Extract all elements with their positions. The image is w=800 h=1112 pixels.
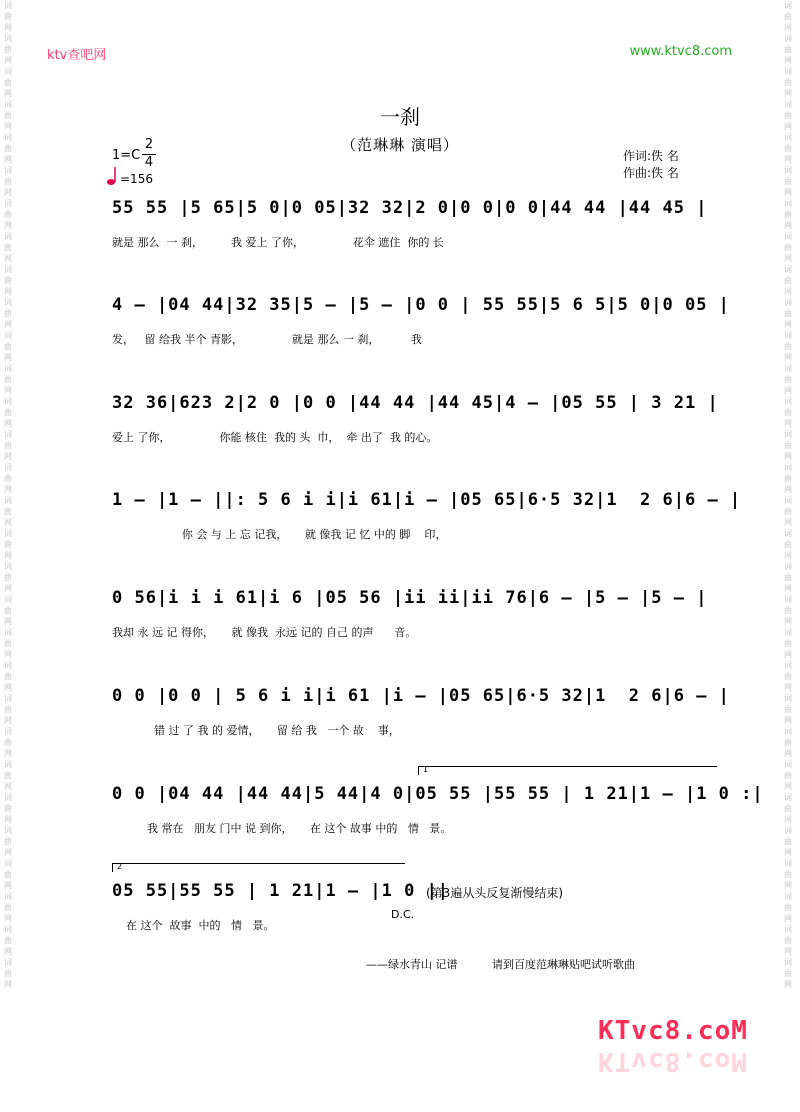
score-system-4	[112, 490, 742, 550]
transcriber-credit: ——绿水青山 记谱	[366, 958, 458, 971]
score-system-5	[112, 588, 718, 648]
lyrics-line: 你 会 与 上 忘 记我， 就 像我 记 忆 中的 脚 印，	[112, 528, 447, 541]
lyrics-line: 我却 永 远 记 得你， 就 像我 永远 记的 自己 的声 音。	[112, 626, 417, 639]
score-system-8	[112, 862, 718, 941]
time-denominator: 4	[144, 155, 154, 170]
score-system-1	[112, 198, 718, 258]
site-logo-reflection: KTvc8.coM	[598, 1046, 748, 1076]
notation-line: 0 0 |04 44 |44 44|5 44|4 0|05 55 |55 55 | 1 21|1 — |1 0 :|	[112, 784, 764, 804]
volta-bracket-1: 1	[418, 766, 717, 775]
score-system-7	[112, 765, 764, 844]
score-system-2	[112, 295, 730, 355]
time-numerator: 2	[144, 137, 154, 152]
site-name[interactable]: ktv查吧网	[47, 48, 107, 63]
lyrics-line: 错 过 了 我 的 爱情， 留 给 我 一个 故 事，	[112, 724, 400, 737]
watermark-left: 词曲网词曲网词曲网词曲网词曲网词曲网词曲网词曲网词曲网词曲网词曲网词曲网词曲网词曲网词曲网词曲网词曲网词曲网词曲网词曲网词曲网词曲网词曲网词曲网词曲网词曲网词曲网词曲网词曲网词曲网	[4, 1, 12, 989]
listen-request: 请到百度范琳琳贴吧试听歌曲	[492, 958, 635, 971]
lyrics-line: 发， 留 给我 半个 青影， 就是 那么 一 刹， 我	[112, 333, 422, 346]
site-logo: KTvc8.coM	[598, 1016, 748, 1046]
key-signature: 1=C	[112, 148, 141, 163]
lyricist-credit: 作词:佚 名	[623, 149, 679, 163]
lyrics-line: 我 常在 朋友 门中 说 到你， 在 这个 故事 中的 情 景。	[112, 822, 452, 835]
notation-line: 0 0 |0 0 | 5 6 i i|i 61 |i — |05 65|6·5 32|1 2 6|6 — |	[112, 686, 730, 706]
watermark-right: 词曲网词曲网词曲网词曲网词曲网词曲网词曲网词曲网词曲网词曲网词曲网词曲网词曲网词曲网词曲网词曲网词曲网词曲网词曲网词曲网词曲网词曲网词曲网词曲网词曲网词曲网词曲网词曲网词曲网词曲网	[784, 1, 792, 989]
notation-line: 55 55 |5 65|5 0|0 05|32 32|2 0|0 0|0 0|44 44 |44 45 |	[112, 198, 708, 218]
tempo-marking: =156	[120, 172, 153, 186]
score-system-3	[112, 393, 718, 453]
song-performer: （范琳琳 演唱）	[341, 136, 459, 154]
composer-credit: 作曲:佚 名	[623, 166, 679, 180]
quarter-note-icon	[106, 166, 120, 186]
lyrics-line: 就是 那么 一 刹， 我 爱上 了你， 花伞 遮住 你的 长	[112, 236, 444, 249]
notation-line: 1 — |1 — ||: 5 6 i i|i 61|i — |05 65|6·5 32|1 2 6|6 — |	[112, 490, 742, 510]
notation-line: 4 — |04 44|32 35|5 — |5 — |0 0 | 55 55|5 6 5|5 0|0 05 |	[112, 295, 730, 315]
dc-marking: D.C.	[391, 908, 415, 921]
song-title: 一刹	[380, 105, 420, 129]
notation-line: 05 55|55 55 | 1 21|1 — |1 0 ||	[112, 881, 450, 901]
notation-line: 0 56|i i i 61|i 6 |05 56 |ii ii|ii 76|6 — |5 — |5 — |	[112, 588, 708, 608]
notation-line: 32 36|623 2|2 0 |0 0 |44 44 |44 45|4 — |05 55 | 3 21 |	[112, 393, 719, 413]
score-system-6	[112, 686, 730, 746]
site-url[interactable]: www.ktvc8.com	[629, 44, 732, 59]
lyrics-line: 在 这个 故事 中的 情 景。	[126, 919, 275, 932]
volta-bracket-2: 2	[112, 863, 405, 872]
lyrics-line: 爱上 了你， 你能 核住 我的 头 巾， 牵 出了 我 的心。	[112, 431, 438, 444]
repeat-instruction: (第3遍从头反复渐慢结束)	[426, 886, 563, 900]
